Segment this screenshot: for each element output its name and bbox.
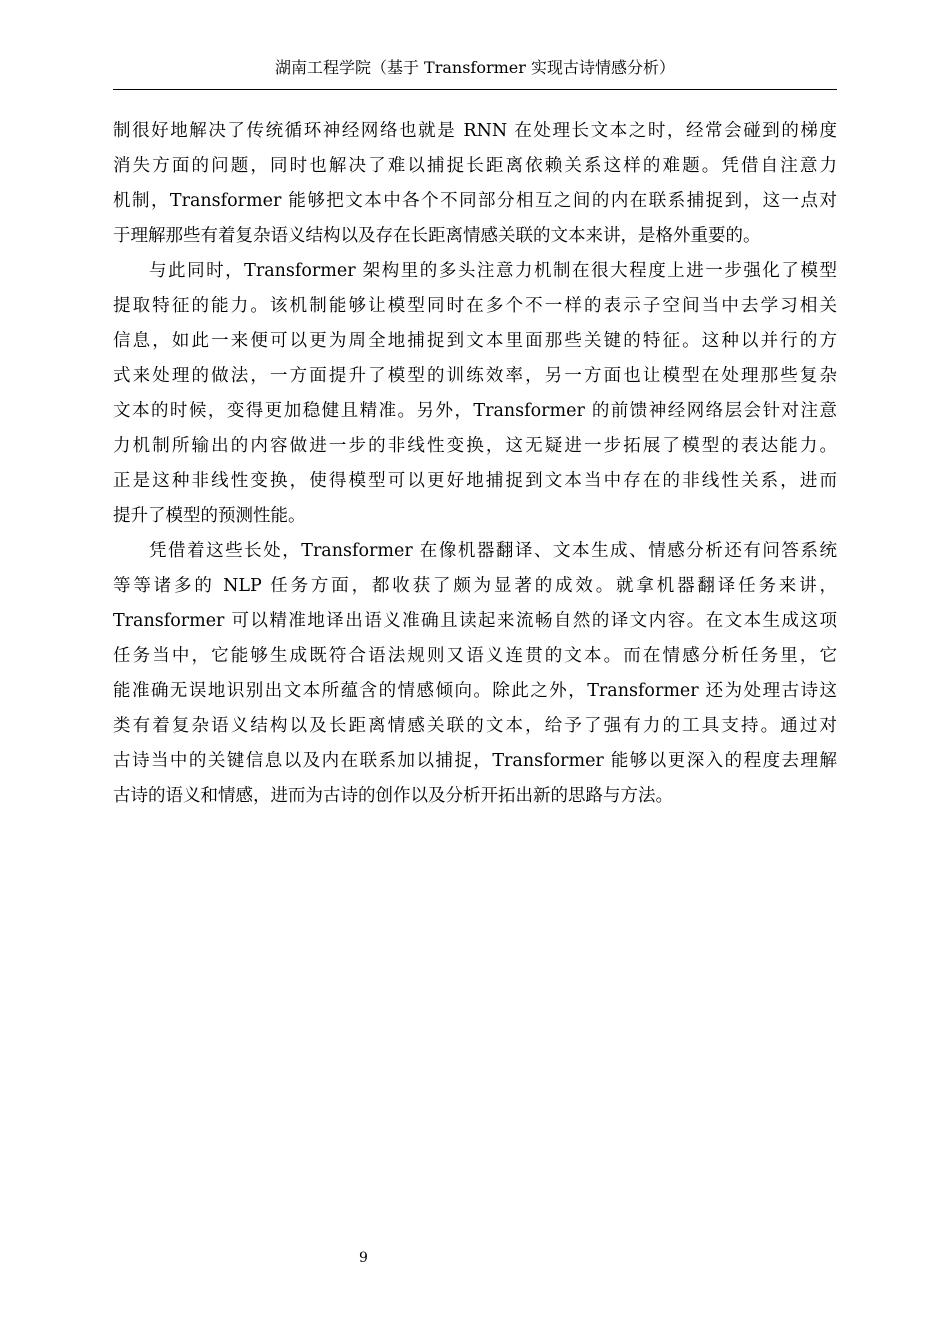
paragraph-3-line: 类有着复杂语义结构以及长距离情感关联的文本，给予了强有力的工具支持。通过对	[113, 716, 837, 736]
paragraph-3-line: 等等诸多的 NLP 任务方面，都收获了颇为显著的成效。就拿机器翻译任务来讲，	[113, 576, 837, 596]
paragraph-2-line: 与此同时，Transformer 架构里的多头注意力机制在很大程度上进一步强化了模型	[149, 261, 837, 281]
header-divider	[113, 89, 837, 90]
paragraph-2-line: 文本的时候，变得更加稳健且精准。另外，Transformer 的前馈神经网络层会针对注意	[113, 401, 837, 421]
paragraph-3-line: 任务当中，它能够生成既符合语法规则又语义连贯的文本。而在情感分析任务里，它	[113, 646, 837, 666]
paragraph-1-line: 消失方面的问题，同时也解决了难以捕捉长距离依赖关系这样的难题。凭借自注意力	[113, 156, 837, 176]
paragraph-3-line: Transformer 可以精准地译出语义准确且读起来流畅自然的译文内容。在文本生成这项	[113, 611, 837, 631]
paragraph-2-line: 力机制所输出的内容做进一步的非线性变换，这无疑进一步拓展了模型的表达能力。	[113, 436, 837, 456]
paragraph-1-line: 于理解那些有着复杂语义结构以及存在长距离情感关联的文本来讲，是格外重要的。	[113, 226, 761, 246]
page-number: 9	[359, 1250, 368, 1266]
paragraph-2-line: 信息，如此一来便可以更为周全地捕捉到文本里面那些关键的特征。这种以并行的方	[113, 331, 837, 351]
paragraph-2-line: 提升了模型的预测性能。	[113, 506, 306, 526]
page-header: 湖南工程学院（基于 Transformer 实现古诗情感分析）	[274, 58, 676, 77]
paragraph-1-line: 制很好地解决了传统循环神经网络也就是 RNN 在处理长文本之时，经常会碰到的梯度	[113, 121, 837, 141]
body-text	[113, 114, 837, 814]
paragraph-3-line: 古诗当中的关键信息以及内在联系加以捕捉，Transformer 能够以更深入的程度去理解	[113, 751, 837, 771]
paragraph-2-line: 提取特征的能力。该机制能够让模型同时在多个不一样的表示子空间当中去学习相关	[113, 296, 837, 316]
paragraph-3-line: 能准确无误地识别出文本所蕴含的情感倾向。除此之外，Transformer 还为处理古诗这	[113, 681, 837, 701]
paragraph-3-line: 古诗的语义和情感，进而为古诗的创作以及分析开拓出新的思路与方法。	[113, 786, 673, 806]
paragraph-2-line: 式来处理的做法，一方面提升了模型的训练效率，另一方面也让模型在处理那些复杂	[113, 366, 837, 386]
paragraph-1-line: 机制，Transformer 能够把文本中各个不同部分相互之间的内在联系捕捉到，这一点对	[113, 191, 837, 211]
paragraph-2-line: 正是这种非线性变换，使得模型可以更好地捕捉到文本当中存在的非线性关系，进而	[113, 471, 837, 491]
paragraph-3-line: 凭借着这些长处，Transformer 在像机器翻译、文本生成、情感分析还有问答系统	[149, 541, 837, 561]
